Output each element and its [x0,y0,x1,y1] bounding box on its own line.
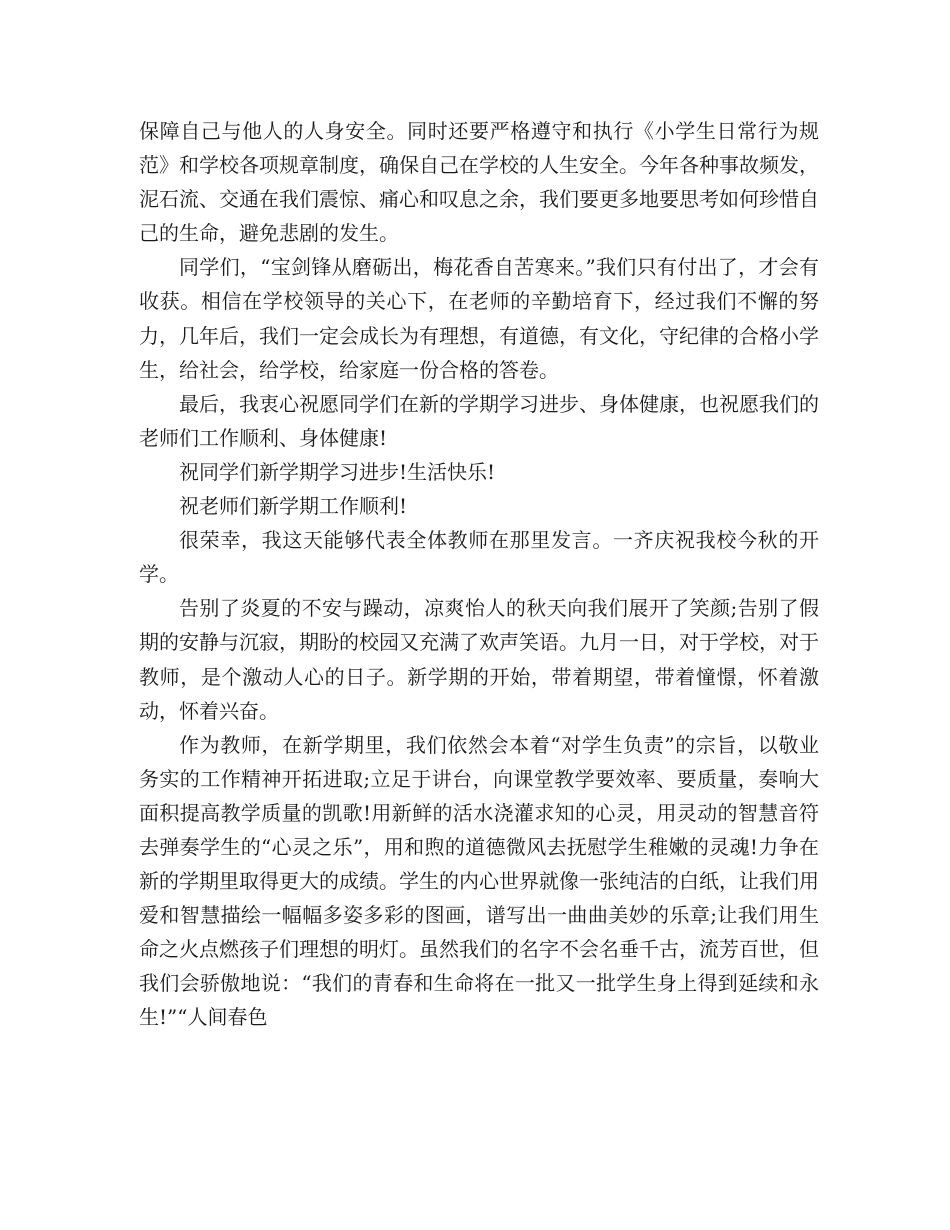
paragraph-4: 祝同学们新学期学习进步!生活快乐! [179,459,496,484]
paragraph-2: 同学们，“宝剑锋从磨砺出，梅花香自苦寒来。”我们只有付出了，才会有收获。相信在学校领导的关心下，在老师的辛勤培育下，经过我们不懈的努力，几年后，我们一定会成长为有理想，有道德，有文化，守纪律的合格小学生，给社会，给学校，给家庭一份合格的答卷。 [139,255,819,382]
document-body [139,114,819,1035]
paragraph-1: 保障自己与他人的人身安全。同时还要严格遵守和执行《小学生日常行为规范》和学校各项规章制度，确保自己在学校的人生安全。今年各种事故频发，泥石流、交通在我们震惊、痛心和叹息之余，我们要更多地要思考如何珍惜自己的生命，避免悲剧的发生。 [139,119,819,246]
paragraph-3: 最后，我衷心祝愿同学们在新的学期学习进步、身体健康，也祝愿我们的老师们工作顺利、身体健康! [139,391,819,450]
paragraph-8: 作为教师，在新学期里，我们依然会本着“对学生负责”的宗旨，以敬业务实的工作精神开拓进取;立足于讲台，向课堂教学要效率、要质量，奏响大面积提高教学质量的凯歌!用新鲜的活水浇灌求知的心灵，用灵动的智慧音符去弹奏学生的“心灵之乐”，用和煦的道德微风去抚慰学生稚嫩的灵魂!力争在新的学期里取得更大的成绩。学生的内心世界就像一张纯洁的白纸，让我们用爱和智慧描绘一幅幅多姿多彩的图画，谱写出一曲曲美妙的乐章;让我们用生命之火点燃孩子们理想的明灯。虽然我们的名字不会名垂千古，流芳百世，但我们会骄傲地说：“我们的青春和生命将在一批又一批学生身上得到延续和永生!”“人间春色 [139,732,819,1030]
paragraph-6: 很荣幸，我这天能够代表全体教师在那里发言。一齐庆祝我校今秋的开学。 [139,528,819,587]
paragraph-5: 祝老师们新学期工作顺利! [179,494,408,519]
paragraph-7: 告别了炎夏的不安与躁动，凉爽怡人的秋天向我们展开了笑颜;告别了假期的安静与沉寂，期盼的校园又充满了欢声笑语。九月一日，对于学校，对于教师，是个激动人心的日子。新学期的开始，带着期望，带着憧憬，怀着激动，怀着兴奋。 [139,596,819,723]
